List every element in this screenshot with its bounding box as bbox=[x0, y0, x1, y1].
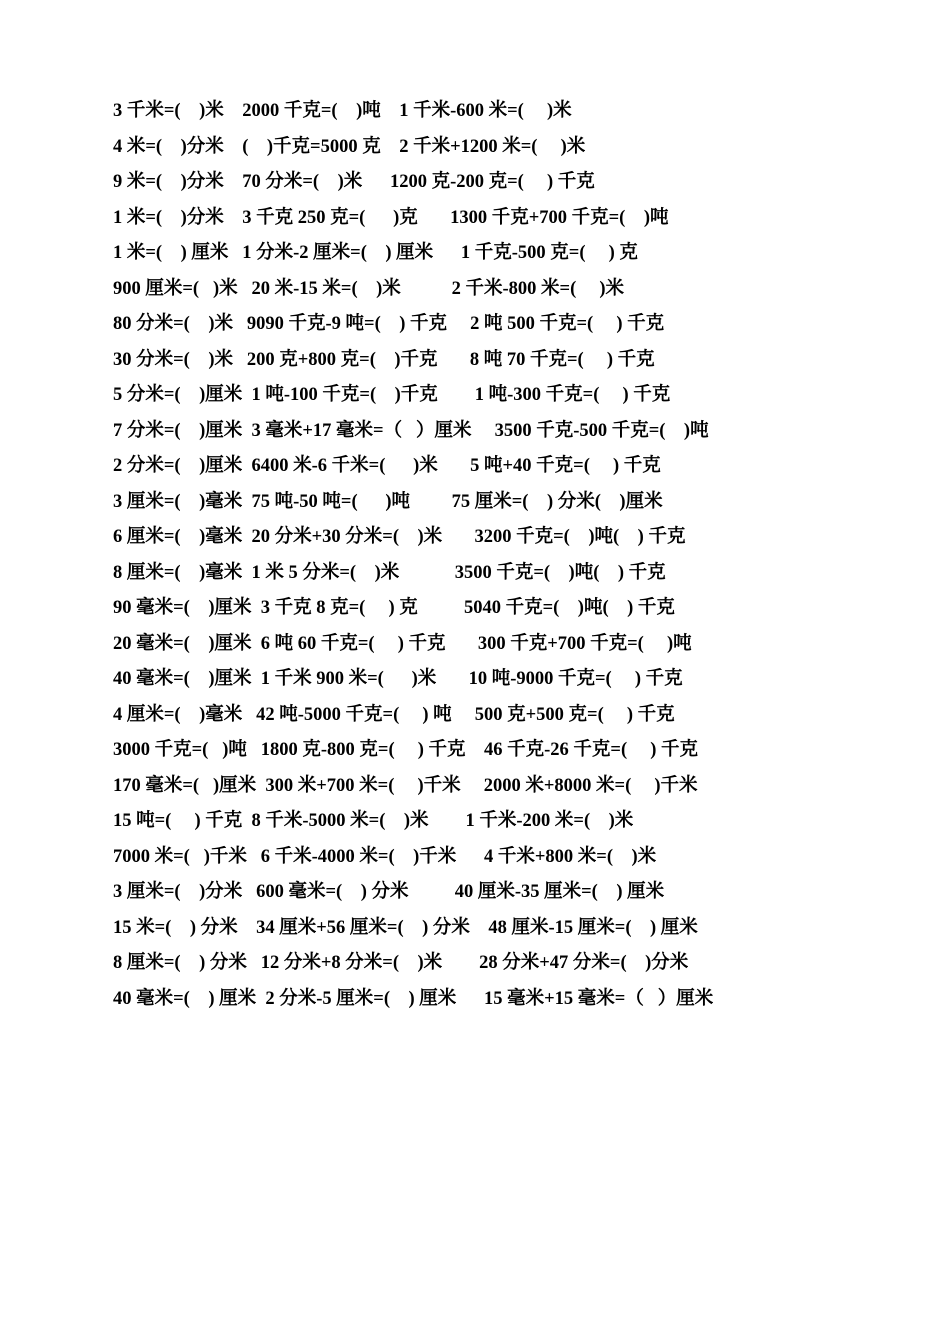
worksheet bbox=[113, 94, 893, 1017]
exercise-line-8: 30 分米=( )米 200 克+800 克=( )千克 8 吨 70 千克=( ) 千克 bbox=[113, 349, 655, 370]
exercise-line-2: 4 米=( )分米 ( )千克=5000 克 2 千米+1200 米=( )米 bbox=[113, 136, 586, 157]
exercise-line-23: 3 厘米=( )分米 600 毫米=( ) 分米 40 厘米-35 厘米=( ) 厘米 bbox=[113, 882, 665, 902]
exercise-line-6: 900 厘米=( )米 20 米-15 米=( )米 2 千米-800 米=( )米 bbox=[113, 278, 625, 299]
exercise-line-20: 170 毫米=( )厘米 300 米+700 米=( )千米 2000 米+8000 米=( )千米 bbox=[113, 775, 698, 796]
exercise-line-4: 1 米=( )分米 3 千克 250 克=( )克 1300 千克+700 千克=( )吨 bbox=[113, 207, 669, 228]
exercise-line-16: 20 毫米=( )厘米 6 吨 60 千克=( ) 千克 300 千克+700 千克=( )吨 bbox=[113, 633, 692, 654]
exercise-line-19: 3000 千克=( )吨 1800 克-800 克=( ) 千克 46 千克-26 千克=( ) 千克 bbox=[113, 740, 699, 760]
exercise-line-1: 3 千米=( )米 2000 千克=( )吨 1 千米-600 米=( )米 bbox=[113, 101, 572, 121]
exercise-line-17: 40 毫米=( )厘米 1 千米 900 米=( )米 10 吨-9000 千克=( ) 千克 bbox=[113, 669, 683, 689]
exercise-line-15: 90 毫米=( )厘米 3 千克 8 克=( ) 克 5040 千克=( )吨( ) 千克 bbox=[113, 598, 675, 618]
exercise-line-14: 8 厘米=( )毫米 1 米 5 分米=( )米 3500 千克=( )吨( ) 千克 bbox=[113, 562, 666, 583]
exercise-line-24: 15 米=( ) 分米 34 厘米+56 厘米=( ) 分米 48 厘米-15 厘米=( ) 厘米 bbox=[113, 917, 698, 938]
exercise-line-12: 3 厘米=( )毫米 75 吨-50 吨=( )吨 75 厘米=( ) 分米( )厘米 bbox=[113, 491, 663, 512]
exercise-line-25: 8 厘米=( ) 分米 12 分米+8 分米=( )米 28 分米+47 分米=( )分米 bbox=[113, 953, 689, 973]
exercise-line-26: 40 毫米=( ) 厘米 2 分米-5 厘米=( ) 厘米 15 毫米+15 毫米=（ ）厘米 bbox=[113, 988, 714, 1009]
exercise-line-9: 5 分米=( )厘米 1 吨-100 千克=( )千克 1 吨-300 千克=( ) 千克 bbox=[113, 385, 671, 405]
exercise-line-7: 80 分米=( )米 9090 千克-9 吨=( ) 千克 2 吨 500 千克=( ) 千克 bbox=[113, 314, 665, 334]
exercise-line-11: 2 分米=( )厘米 6400 米-6 千米=( )米 5 吨+40 千克=( ) 千克 bbox=[113, 456, 661, 476]
exercise-line-21: 15 吨=( ) 千克 8 千米-5000 米=( )米 1 千米-200 米=( )米 bbox=[113, 811, 634, 831]
exercise-line-3: 9 米=( )分米 70 分米=( )米 1200 克-200 克=( ) 千克 bbox=[113, 172, 595, 192]
exercise-line-5: 1 米=( ) 厘米 1 分米-2 厘米=( ) 厘米 1 千克-500 克=( ) 克 bbox=[113, 243, 638, 263]
exercise-line-18: 4 厘米=( )毫米 42 吨-5000 千克=( ) 吨 500 克+500 克=( ) 千克 bbox=[113, 704, 675, 725]
exercise-line-22: 7000 米=( )千米 6 千米-4000 米=( )千米 4 千米+800 米=( )米 bbox=[113, 846, 657, 867]
exercise-line-10: 7 分米=( )厘米 3 毫米+17 毫米=（ ）厘米 3500 千克-500 千克=( )吨 bbox=[113, 420, 709, 441]
exercise-line-13: 6 厘米=( )毫米 20 分米+30 分米=( )米 3200 千克=( )吨( ) 千克 bbox=[113, 527, 686, 547]
